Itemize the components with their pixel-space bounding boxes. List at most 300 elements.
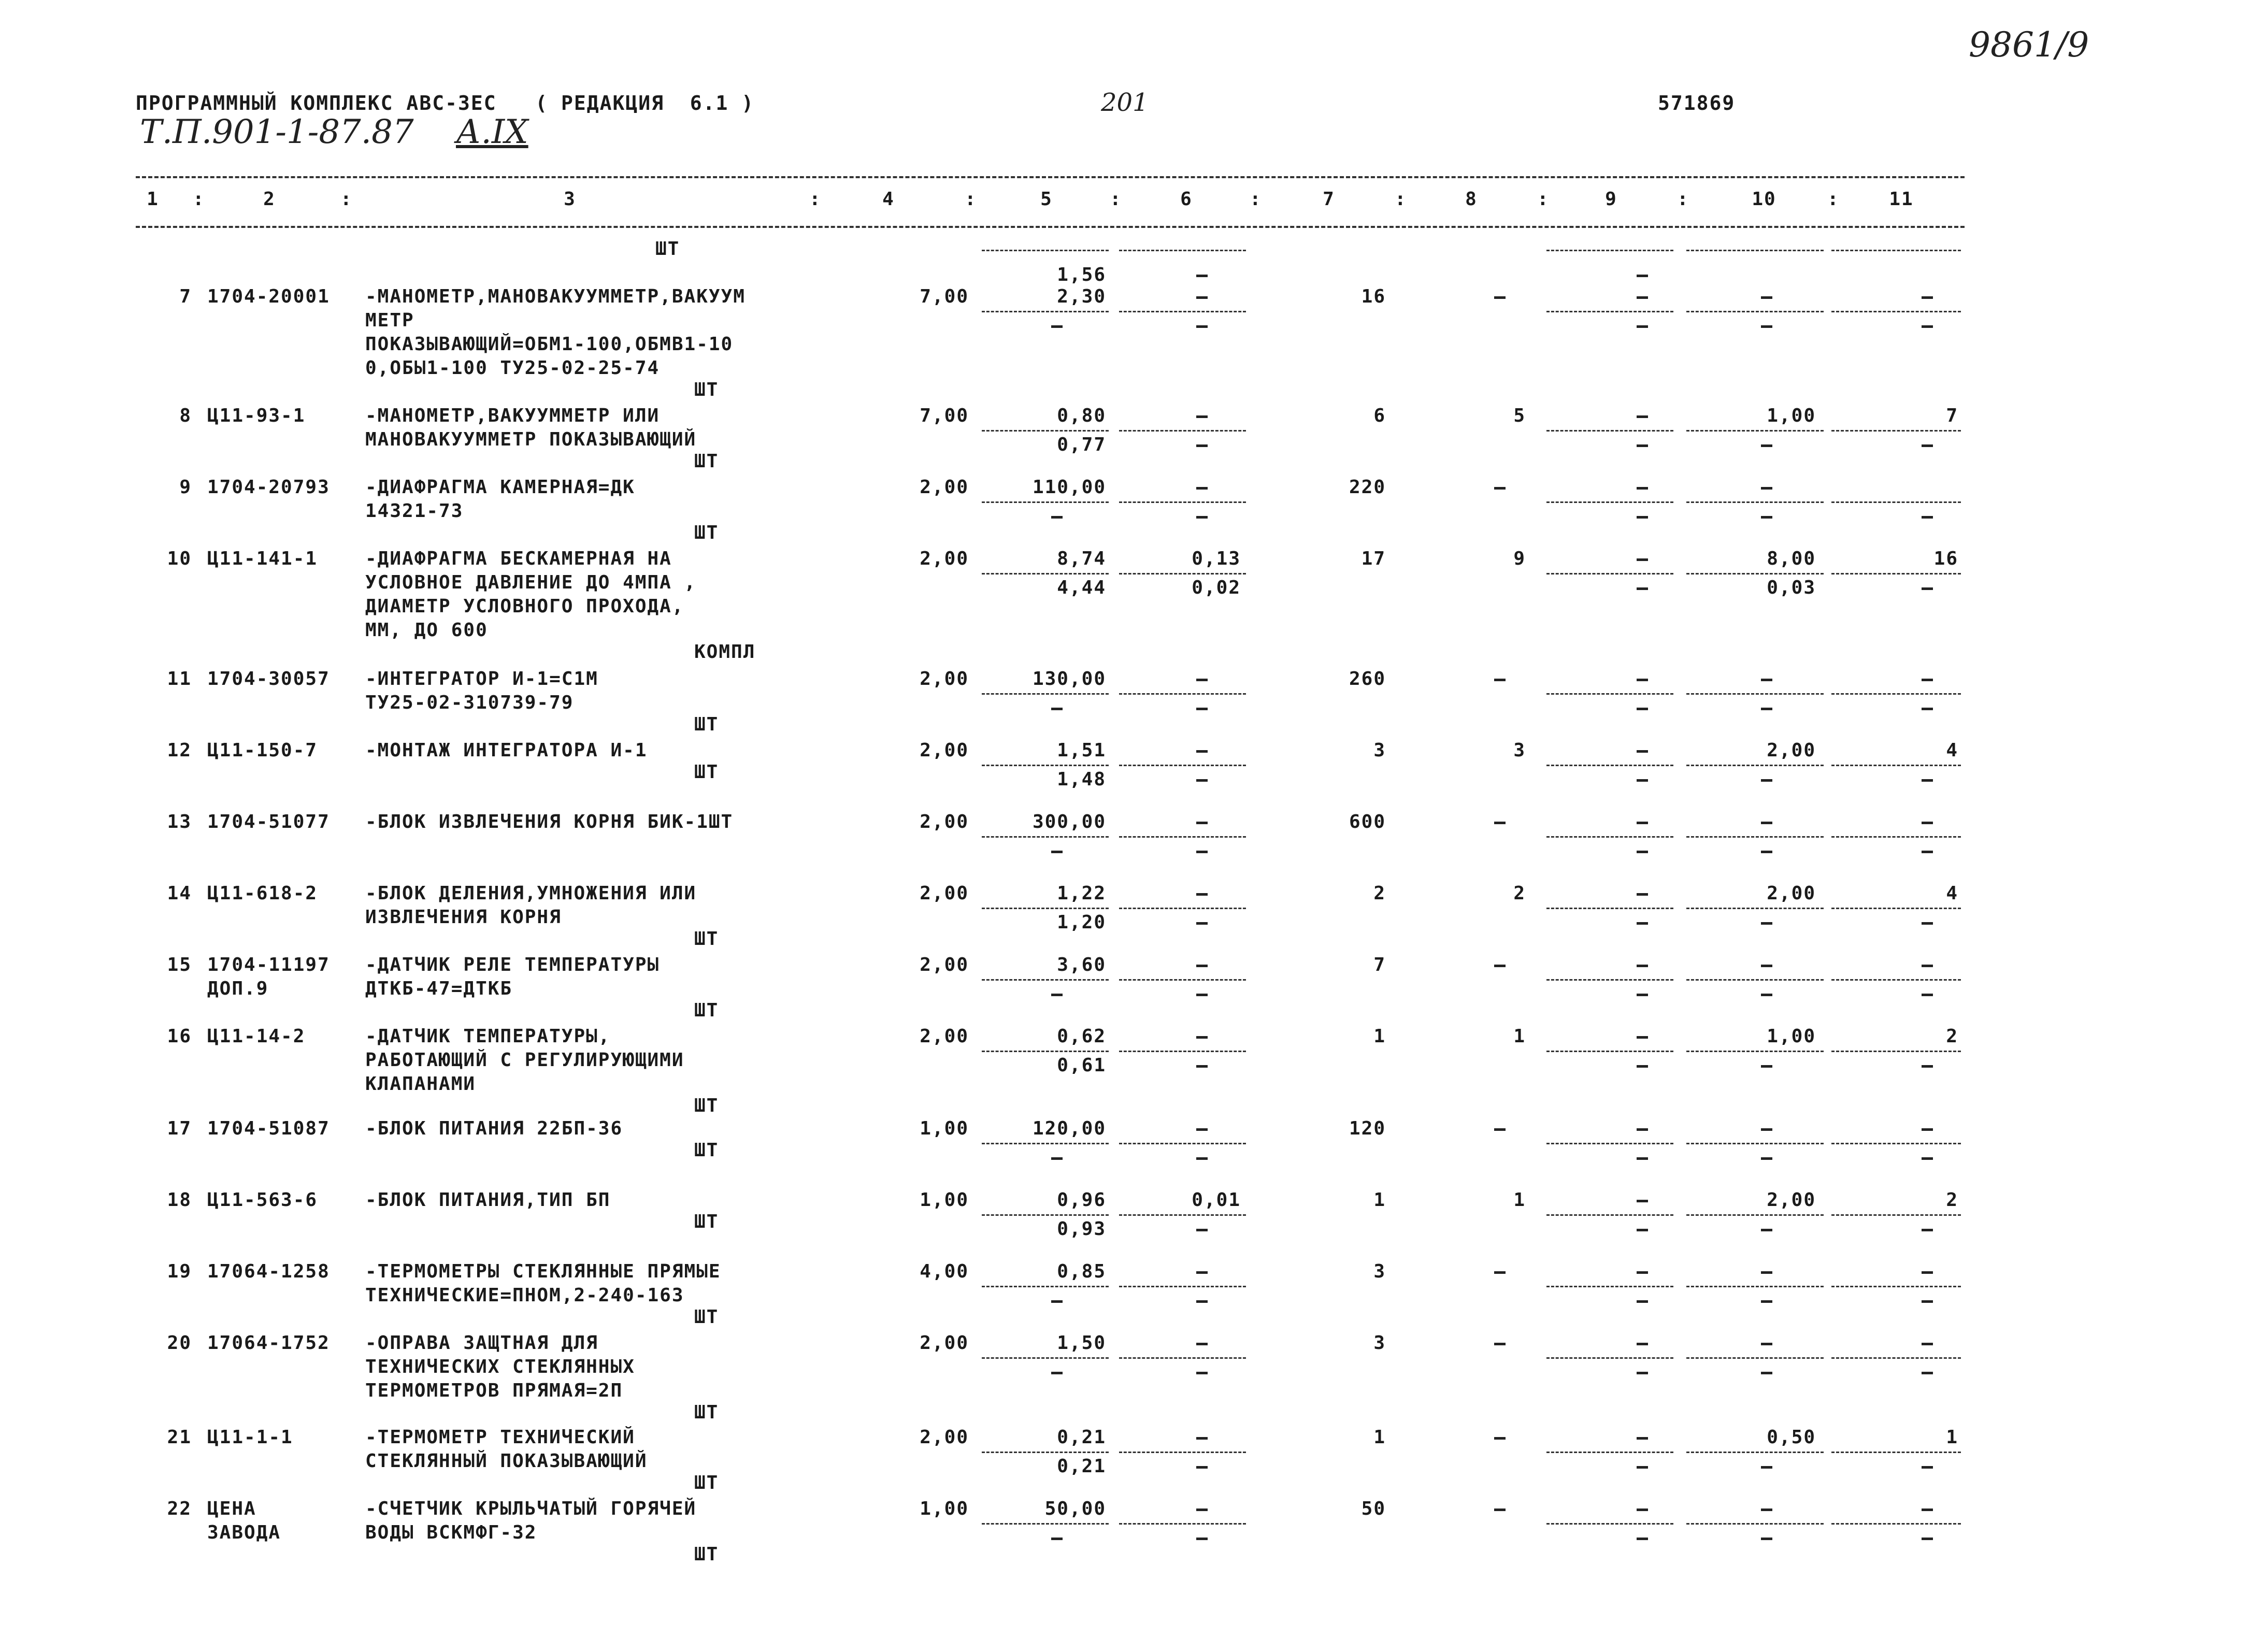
labor-a bbox=[1637, 1200, 1648, 1202]
quantity: 2,00 bbox=[920, 668, 969, 689]
labor-a bbox=[1637, 965, 1648, 967]
price-note bbox=[1196, 275, 1208, 277]
rate-code-note: ДОП.9 bbox=[207, 978, 269, 999]
subtotal-rule bbox=[1546, 1214, 1673, 1216]
subtotal-rule bbox=[1119, 765, 1246, 766]
subtotal-rule bbox=[1686, 501, 1824, 503]
subtotal-rule bbox=[1119, 979, 1246, 981]
labor-b-wage bbox=[1761, 922, 1772, 925]
rate-code: Ц11-93-1 bbox=[207, 405, 306, 426]
price-mech-wage bbox=[1196, 325, 1208, 328]
unit-price: 50,00 bbox=[1044, 1498, 1106, 1519]
row-number: 8 bbox=[179, 405, 192, 426]
item-description: -ТЕРМОМЕТРЫ СТЕКЛЯННЫЕ ПРЯМЫЕ bbox=[365, 1261, 721, 1282]
subtotal-rule bbox=[1686, 311, 1824, 312]
subtotal-rule bbox=[1119, 1357, 1246, 1359]
row-number: 21 bbox=[167, 1427, 192, 1448]
column-number: 10 bbox=[1752, 189, 1776, 210]
labor-a-wage bbox=[1637, 994, 1648, 996]
subtotal-rule bbox=[1831, 501, 1961, 503]
unit-price-wage bbox=[1051, 851, 1063, 853]
labor-a-wage bbox=[1637, 325, 1648, 328]
item-description: ММ, ДО 600 bbox=[365, 620, 488, 641]
labor-total-wage bbox=[1922, 325, 1933, 328]
column-separator: : bbox=[965, 189, 977, 210]
unit-of-measure: ШТ bbox=[694, 522, 719, 543]
labor-a-wage bbox=[1637, 1229, 1648, 1231]
quantity: 2,00 bbox=[920, 1332, 969, 1354]
subtotal-rule bbox=[1546, 311, 1673, 312]
rate-code: Ц11-141-1 bbox=[207, 548, 318, 569]
labor-a-wage bbox=[1637, 444, 1648, 447]
quantity: 1,00 bbox=[920, 1189, 969, 1211]
item-description: -ДИАФРАГМА БЕСКАМЕРНАЯ НА bbox=[365, 548, 672, 569]
labor-b-wage bbox=[1761, 779, 1772, 782]
unit-price: 1,50 bbox=[1057, 1332, 1106, 1354]
item-description: -ДАТЧИК РЕЛЕ ТЕМПЕРАТУРЫ bbox=[365, 954, 660, 975]
total-labor bbox=[1494, 487, 1506, 490]
labor-b: 2,00 bbox=[1767, 883, 1816, 904]
total-labor: 3 bbox=[1513, 740, 1526, 761]
labor-b-wage: 0,03 bbox=[1767, 577, 1816, 598]
labor-b bbox=[1761, 965, 1772, 967]
column-number: 2 bbox=[263, 189, 276, 210]
rate-code: 17064-1752 bbox=[207, 1332, 330, 1354]
price-mech bbox=[1196, 750, 1208, 753]
total-labor bbox=[1494, 1437, 1506, 1440]
row-number: 18 bbox=[167, 1189, 192, 1211]
rate-code: Ц11-618-2 bbox=[207, 883, 318, 904]
labor-total-wage bbox=[1922, 851, 1933, 853]
item-description: МАНОВАКУУММЕТР ПОКАЗЫВАЮЩИЙ bbox=[365, 429, 697, 450]
rate-code: 1704-51077 bbox=[207, 811, 330, 832]
price-mech bbox=[1196, 822, 1208, 824]
unit-price-wage: 0,93 bbox=[1057, 1218, 1106, 1240]
labor-b-wage bbox=[1761, 325, 1772, 328]
item-description: ДТКБ-47=ДТКБ bbox=[365, 978, 513, 999]
unit-price-wage bbox=[1051, 1157, 1063, 1160]
subtotal-rule bbox=[1831, 979, 1961, 981]
total-labor: 2 bbox=[1513, 883, 1526, 904]
labor-b bbox=[1761, 679, 1772, 681]
labor-a bbox=[1637, 1343, 1648, 1345]
rate-code: 17064-1258 bbox=[207, 1261, 330, 1282]
unit-price: 1,22 bbox=[1057, 883, 1106, 904]
labor-b-wage bbox=[1761, 1300, 1772, 1303]
unit-of-measure: ШТ bbox=[694, 1402, 719, 1423]
column-number: 4 bbox=[882, 189, 895, 210]
subtotal-rule bbox=[1546, 573, 1673, 574]
labor-b-wage bbox=[1761, 708, 1772, 710]
labor-b-wage bbox=[1761, 1538, 1772, 1540]
labor-total: 4 bbox=[1946, 883, 1958, 904]
total-cost: 6 bbox=[1373, 405, 1386, 426]
labor-a-wage bbox=[1637, 1466, 1648, 1469]
labor-a bbox=[1637, 296, 1648, 299]
subtotal-rule bbox=[982, 979, 1109, 981]
total-labor bbox=[1494, 1271, 1506, 1274]
labor-total bbox=[1922, 1128, 1933, 1131]
unit-price-wage: 4,44 bbox=[1057, 577, 1106, 598]
subtotal-rule bbox=[1686, 1452, 1824, 1453]
price-mech-wage bbox=[1196, 1538, 1208, 1540]
price-mech-wage bbox=[1196, 516, 1208, 519]
rate-code: Ц11-150-7 bbox=[207, 740, 318, 761]
item-description: -ДАТЧИК ТЕМПЕРАТУРЫ, bbox=[365, 1026, 611, 1047]
unit-of-measure: ШТ bbox=[694, 928, 719, 950]
rate-code: 1704-51087 bbox=[207, 1118, 330, 1139]
item-description: -БЛОК ПИТАНИЯ 22БП-36 bbox=[365, 1118, 623, 1139]
labor-b bbox=[1761, 1271, 1772, 1274]
labor-a-wage bbox=[1637, 516, 1648, 519]
labor-total-wage bbox=[1922, 1372, 1933, 1374]
row-number: 22 bbox=[167, 1498, 192, 1519]
item-description: -ДИАФРАГМА КАМЕРНАЯ=ДК bbox=[365, 477, 635, 498]
price-mech-wage bbox=[1196, 1065, 1208, 1068]
column-separator: : bbox=[1827, 189, 1840, 210]
unit-price: 130,00 bbox=[1032, 668, 1106, 689]
unit-price: 0,85 bbox=[1057, 1261, 1106, 1282]
column-separator: : bbox=[1395, 189, 1407, 210]
subtotal-rule bbox=[1831, 908, 1961, 909]
column-number: 11 bbox=[1889, 189, 1914, 210]
labor-total: 2 bbox=[1946, 1189, 1958, 1211]
labor-a bbox=[1637, 1509, 1648, 1511]
subtotal-rule bbox=[1119, 1523, 1246, 1525]
subtotal-rule bbox=[1119, 1452, 1246, 1453]
unit-price: 110,00 bbox=[1032, 477, 1106, 498]
labor-a bbox=[1637, 679, 1648, 681]
item-description: РАБОТАЮЩИЙ С РЕГУЛИРУЮЩИМИ bbox=[365, 1050, 684, 1071]
labor-b bbox=[1761, 1509, 1772, 1511]
price-mech bbox=[1196, 1271, 1208, 1274]
labor-a bbox=[1637, 487, 1648, 490]
item-description: -ТЕРМОМЕТР ТЕХНИЧЕСКИЙ bbox=[365, 1427, 635, 1448]
unit-price-wage bbox=[1051, 994, 1063, 996]
labor-total bbox=[1922, 296, 1933, 299]
row-number: 14 bbox=[167, 883, 192, 904]
price-mech-wage bbox=[1196, 1157, 1208, 1160]
labor-total bbox=[1922, 822, 1933, 824]
item-description: СТЕКЛЯННЫЙ ПОКАЗЫВАЮЩИЙ bbox=[365, 1450, 648, 1472]
handwritten-project-ref: Т.П.901-1-87.87 bbox=[140, 113, 414, 151]
rate-code-note: ЗАВОДА bbox=[207, 1522, 281, 1543]
subtotal-rule bbox=[1546, 836, 1673, 838]
price-note: 1,56 bbox=[1057, 264, 1106, 285]
subtotal-rule bbox=[1831, 1286, 1961, 1287]
price-mech: 0,01 bbox=[1192, 1189, 1241, 1211]
price-mech-wage bbox=[1196, 1466, 1208, 1469]
column-separator: : bbox=[1677, 189, 1689, 210]
row-number: 10 bbox=[167, 548, 192, 569]
labor-b-wage bbox=[1761, 516, 1772, 519]
row-number: 9 bbox=[179, 477, 192, 498]
unit-price: 0,96 bbox=[1057, 1189, 1106, 1211]
quantity: 2,00 bbox=[920, 811, 969, 832]
labor-b bbox=[1761, 1128, 1772, 1131]
unit-price: 0,62 bbox=[1057, 1026, 1106, 1047]
total-cost: 1 bbox=[1373, 1189, 1386, 1211]
price-mech bbox=[1196, 893, 1208, 896]
subtotal-rule bbox=[982, 573, 1109, 574]
total-labor: 1 bbox=[1513, 1026, 1526, 1047]
unit-price: 3,60 bbox=[1057, 954, 1106, 975]
header-rule-bottom bbox=[136, 226, 1965, 228]
column-separator: : bbox=[1250, 189, 1262, 210]
labor-total-wage bbox=[1922, 1466, 1933, 1469]
subtotal-rule bbox=[1546, 1452, 1673, 1453]
labor-total bbox=[1922, 1271, 1933, 1274]
item-description: -МАНОМЕТР,МАНОВАКУУММЕТР,ВАКУУМ bbox=[365, 286, 746, 307]
subtotal-rule bbox=[982, 1051, 1109, 1052]
rate-code: Ц11-563-6 bbox=[207, 1189, 318, 1211]
unit-of-measure: ШТ bbox=[694, 1000, 719, 1021]
subtotal-rule bbox=[1831, 693, 1961, 695]
labor-a-wage bbox=[1637, 1157, 1648, 1160]
total-labor bbox=[1494, 1343, 1506, 1345]
labor-b: 1,00 bbox=[1767, 405, 1816, 426]
program-line: ПРОГРАММНЫЙ КОМПЛЕКС АВС-3ЕС ( РЕДАКЦИЯ 6.1 ) bbox=[136, 92, 755, 114]
unit-of-measure: ШТ bbox=[694, 1544, 719, 1565]
rate-code: 1704-20001 bbox=[207, 286, 330, 307]
labor-b bbox=[1761, 296, 1772, 299]
total-labor bbox=[1494, 965, 1506, 967]
labor-total-wage bbox=[1922, 994, 1933, 996]
unit-of-measure: ШТ bbox=[694, 1140, 719, 1161]
item-description: ТЕХНИЧЕСКИХ СТЕКЛЯННЫХ bbox=[365, 1356, 635, 1377]
labor-total: 4 bbox=[1946, 740, 1958, 761]
subtotal-rule bbox=[1546, 1523, 1673, 1525]
labor-a bbox=[1637, 750, 1648, 753]
subtotal-rule bbox=[1686, 1523, 1824, 1525]
subtotal-rule bbox=[1686, 250, 1824, 251]
subtotal-rule bbox=[1546, 765, 1673, 766]
item-description: -ОПРАВА ЗАЩТНАЯ ДЛЯ bbox=[365, 1332, 598, 1354]
unit-price-wage bbox=[1051, 1538, 1063, 1540]
labor-a-wage bbox=[1637, 1372, 1648, 1374]
row-number: 7 bbox=[179, 286, 192, 307]
item-description: ДИАМЕТР УСЛОВНОГО ПРОХОДА, bbox=[365, 596, 684, 617]
price-mech-wage bbox=[1196, 444, 1208, 447]
labor-b-wage bbox=[1761, 1372, 1772, 1374]
quantity: 2,00 bbox=[920, 740, 969, 761]
subtotal-rule bbox=[982, 501, 1109, 503]
subtotal-rule bbox=[982, 250, 1109, 251]
labor-total bbox=[1922, 679, 1933, 681]
unit-price-wage bbox=[1051, 1300, 1063, 1303]
labor-a-wage bbox=[1637, 708, 1648, 710]
price-mech-wage bbox=[1196, 922, 1208, 925]
subtotal-rule bbox=[1546, 908, 1673, 909]
labor-total-wage bbox=[1922, 444, 1933, 447]
labor-b-wage bbox=[1761, 1065, 1772, 1068]
subtotal-rule bbox=[1546, 250, 1673, 251]
subtotal-rule bbox=[982, 765, 1109, 766]
item-description: -ИНТЕГРАТОР И-1=С1М bbox=[365, 668, 598, 689]
price-mech bbox=[1196, 296, 1208, 299]
header-rule-top bbox=[136, 176, 1965, 178]
subtotal-rule bbox=[1546, 430, 1673, 432]
total-cost: 260 bbox=[1349, 668, 1386, 689]
unit-price: 300,00 bbox=[1032, 811, 1106, 832]
unit-price-wage bbox=[1051, 1372, 1063, 1374]
quantity: 2,00 bbox=[920, 477, 969, 498]
labor-total: 2 bbox=[1946, 1026, 1958, 1047]
subtotal-rule bbox=[1546, 693, 1673, 695]
quantity: 7,00 bbox=[920, 286, 969, 307]
labor-b bbox=[1761, 822, 1772, 824]
unit-price: 0,80 bbox=[1057, 405, 1106, 426]
column-number: 3 bbox=[564, 189, 576, 210]
subtotal-rule bbox=[1686, 693, 1824, 695]
subtotal-rule bbox=[982, 1452, 1109, 1453]
column-separator: : bbox=[1537, 189, 1550, 210]
price-mech bbox=[1196, 1343, 1208, 1345]
total-labor bbox=[1494, 1128, 1506, 1131]
unit-price-wage: 1,20 bbox=[1057, 912, 1106, 933]
subtotal-rule bbox=[1686, 1286, 1824, 1287]
subtotal-note bbox=[1637, 275, 1648, 277]
column-number: 7 bbox=[1323, 189, 1335, 210]
subtotal-rule bbox=[1831, 573, 1961, 574]
subtotal-rule bbox=[1546, 1051, 1673, 1052]
item-description: -БЛОК ПИТАНИЯ,ТИП БП bbox=[365, 1189, 611, 1211]
labor-b bbox=[1761, 1343, 1772, 1345]
unit-of-measure: ШТ bbox=[694, 379, 719, 400]
labor-b: 8,00 bbox=[1767, 548, 1816, 569]
labor-b: 2,00 bbox=[1767, 740, 1816, 761]
total-cost: 1 bbox=[1373, 1026, 1386, 1047]
labor-b: 1,00 bbox=[1767, 1026, 1816, 1047]
column-number: 1 bbox=[147, 189, 159, 210]
labor-a-wage bbox=[1637, 587, 1648, 590]
item-description: ТЕХНИЧЕСКИЕ=ПНОМ,2-240-163 bbox=[365, 1285, 684, 1306]
labor-b: 0,50 bbox=[1767, 1427, 1816, 1448]
total-cost: 600 bbox=[1349, 811, 1386, 832]
quantity: 2,00 bbox=[920, 1427, 969, 1448]
total-cost: 3 bbox=[1373, 740, 1386, 761]
subtotal-rule bbox=[1119, 908, 1246, 909]
subtotal-rule bbox=[1831, 765, 1961, 766]
subtotal-rule bbox=[1831, 1357, 1961, 1359]
quantity: 4,00 bbox=[920, 1261, 969, 1282]
handwritten-sheet-number: 9861/9 bbox=[1969, 25, 2089, 65]
labor-total: 1 bbox=[1946, 1427, 1958, 1448]
price-mech bbox=[1196, 1437, 1208, 1440]
subtotal-rule bbox=[1546, 979, 1673, 981]
subtotal-rule bbox=[1831, 250, 1961, 251]
subtotal-rule bbox=[1686, 836, 1824, 838]
subtotal-rule bbox=[982, 1357, 1109, 1359]
subtotal-rule bbox=[1119, 693, 1246, 695]
total-cost: 3 bbox=[1373, 1332, 1386, 1354]
item-description: ВОДЫ ВСКМФГ-32 bbox=[365, 1522, 537, 1543]
price-mech bbox=[1196, 1509, 1208, 1511]
subtotal-rule bbox=[1119, 1051, 1246, 1052]
unit-price-wage bbox=[1051, 708, 1063, 710]
unit-of-measure: ШТ bbox=[694, 762, 719, 783]
labor-b-wage bbox=[1761, 1229, 1772, 1231]
quantity: 1,00 bbox=[920, 1118, 969, 1139]
item-description: -БЛОК ДЕЛЕНИЯ,УМНОЖЕНИЯ ИЛИ bbox=[365, 883, 697, 904]
labor-b-wage bbox=[1761, 1466, 1772, 1469]
labor-a bbox=[1637, 1128, 1648, 1131]
labor-total-wage bbox=[1922, 1157, 1933, 1160]
unit-price: 120,00 bbox=[1032, 1118, 1106, 1139]
total-cost: 16 bbox=[1361, 286, 1386, 307]
unit-of-measure: ШТ bbox=[694, 1211, 719, 1232]
total-cost: 220 bbox=[1349, 477, 1386, 498]
column-separator: : bbox=[340, 189, 353, 210]
subtotal-rule bbox=[1686, 1214, 1824, 1216]
row-number: 20 bbox=[167, 1332, 192, 1354]
subtotal-rule bbox=[1119, 501, 1246, 503]
labor-total: 16 bbox=[1933, 548, 1958, 569]
labor-b-wage bbox=[1761, 1157, 1772, 1160]
labor-a bbox=[1637, 822, 1648, 824]
row-number: 13 bbox=[167, 811, 192, 832]
unit-price-wage bbox=[1051, 516, 1063, 519]
labor-a-wage bbox=[1637, 1300, 1648, 1303]
subtotal-rule bbox=[982, 693, 1109, 695]
subtotal-rule bbox=[1686, 979, 1824, 981]
subtotal-rule bbox=[1119, 573, 1246, 574]
labor-total bbox=[1922, 965, 1933, 967]
subtotal-rule bbox=[1119, 311, 1246, 312]
subtotal-rule bbox=[1831, 1523, 1961, 1525]
labor-b: 2,00 bbox=[1767, 1189, 1816, 1211]
subtotal-rule bbox=[982, 1523, 1109, 1525]
subtotal-rule bbox=[1686, 1051, 1824, 1052]
subtotal-rule bbox=[982, 908, 1109, 909]
item-description: 0,ОБЫ1-100 ТУ25-02-25-74 bbox=[365, 357, 660, 379]
labor-a bbox=[1637, 893, 1648, 896]
labor-a-wage bbox=[1637, 922, 1648, 925]
rate-code: Ц11-14-2 bbox=[207, 1026, 306, 1047]
price-mech bbox=[1196, 679, 1208, 681]
total-cost: 2 bbox=[1373, 883, 1386, 904]
price-mech-wage bbox=[1196, 994, 1208, 996]
unit-of-measure: ШТ bbox=[694, 451, 719, 472]
document-code: 571869 bbox=[1658, 92, 1736, 114]
column-number: 5 bbox=[1040, 189, 1053, 210]
quantity: 1,00 bbox=[920, 1498, 969, 1519]
total-cost: 1 bbox=[1373, 1427, 1386, 1448]
unit-price: 1,51 bbox=[1057, 740, 1106, 761]
total-labor: 1 bbox=[1513, 1189, 1526, 1211]
price-mech-wage bbox=[1196, 708, 1208, 710]
item-description: ТУ25-02-310739-79 bbox=[365, 692, 574, 713]
unit-of-measure: ШТ bbox=[694, 714, 719, 735]
subtotal-rule bbox=[1546, 501, 1673, 503]
total-cost: 3 bbox=[1373, 1261, 1386, 1282]
quantity: 7,00 bbox=[920, 405, 969, 426]
labor-a bbox=[1637, 1271, 1648, 1274]
labor-total bbox=[1922, 1343, 1933, 1345]
subtotal-rule bbox=[1119, 1214, 1246, 1216]
labor-total-wage bbox=[1922, 1538, 1933, 1540]
item-description: -БЛОК ИЗВЛЕЧЕНИЯ КОРНЯ БИК-1ШТ bbox=[365, 811, 734, 832]
item-description: УСЛОВНОЕ ДАВЛЕНИЕ ДО 4МПА , bbox=[365, 572, 697, 593]
labor-total-wage bbox=[1922, 708, 1933, 710]
item-description: -МОНТАЖ ИНТЕГРАТОРА И-1 bbox=[365, 740, 648, 761]
price-mech-wage bbox=[1196, 1372, 1208, 1374]
labor-b-wage bbox=[1761, 994, 1772, 996]
total-labor bbox=[1494, 679, 1506, 681]
item-description: ТЕРМОМЕТРОВ ПРЯМАЯ=2П bbox=[365, 1380, 623, 1401]
price-mech-wage bbox=[1196, 1229, 1208, 1231]
labor-b bbox=[1761, 487, 1772, 490]
